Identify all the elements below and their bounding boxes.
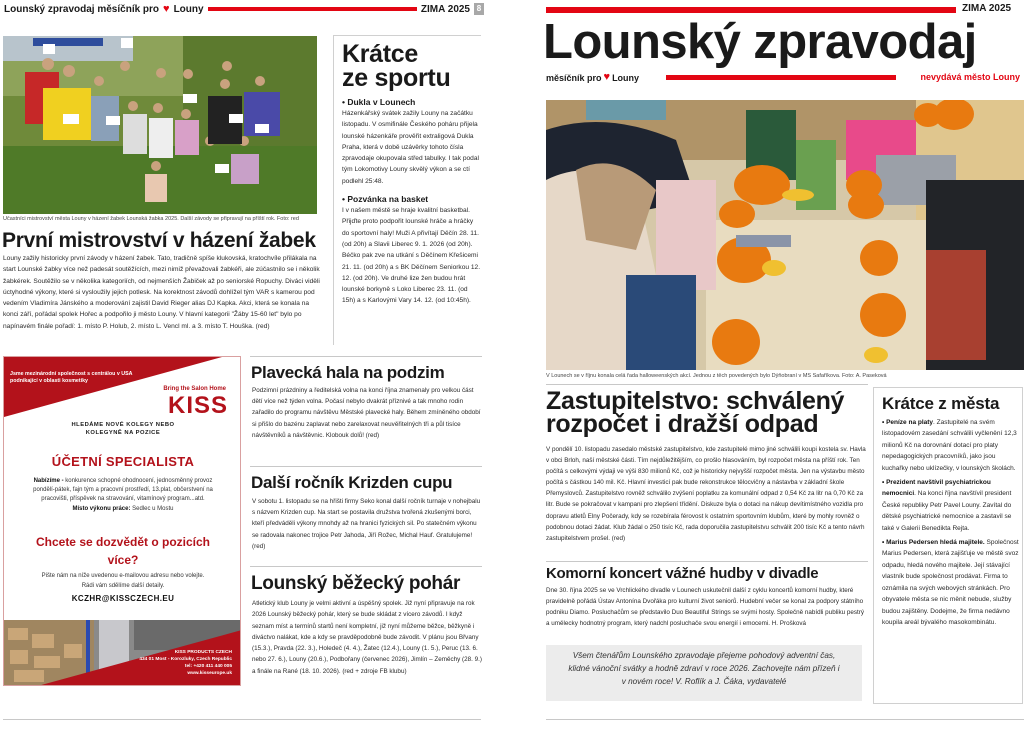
city-box-title: Krátce z města bbox=[882, 394, 1000, 413]
sport-item-text: Házenkářský svátek zažily Louny na začátku listopadu. V osmifinále Českého poháru přijela lounské házenkáře prověřit extraligová Dukla Praha, která v době uzávěrky tohoto čísla zpravodaje okupovala střed tabulky. I tak podal tým Lokomotivy Louny skvělý výkon a se ctí podlehl 25:48. bbox=[342, 110, 479, 185]
masthead-city: Louny bbox=[612, 72, 640, 83]
divider bbox=[546, 384, 868, 385]
running-header bbox=[4, 2, 484, 16]
city-item-text: . Zastupitelé na svém listopadovém zasedání schválili vyčlenění 12,3 milionů Kč na dorovnání dotací pro platy nepedagogických pracovníků, jako jsou kuchařky nebo uklízečky, v lounských školách. bbox=[882, 419, 1017, 472]
frog-article-body: Louny zažily historicky první závody v házení žabek. Tato, tradičně spíše klukovská, kratochvíle přilákala na start Lounské žabky více než padesát soutěžících, mezi nimiž převažovali žabkéři, ale zúčastnilo se i několik žabkérek. Soutěžilo se v několika kategoriích, od nejmenších Žabiček až po seniorské Ropuchy. Diváci viděli úctyhodné výkony, které si vysloužily jejich potlesk. Na korektnost závodů dohlížel tým VAR s kamerou pod vedením Vladimíra Jánského a moderování zajistil David Rieger alias DJ Kapka. Akci, která se konala na konci září, pořádal spolek Hořec a podpořilo ji město Louny. V hlavní kategorii "Žáby 15-60 let" bylo po napínavém finále pořadí: 1. místo P. Holub, 2. místo L. Vencl ml. a 3. místo T. Houška. (red) bbox=[3, 255, 320, 330]
ad-email-link[interactable]: KCZHR@KISSCZECH.EU bbox=[71, 594, 175, 603]
ad-contact-note bbox=[4, 571, 241, 591]
masthead-title: Lounský zpravodaj bbox=[543, 15, 977, 69]
city-news-box bbox=[873, 387, 1023, 704]
ad-place-text: Sedlec u Mostu bbox=[132, 505, 174, 512]
masthead-publisher-note: nevydává město Louny bbox=[920, 72, 1020, 82]
city-news-item bbox=[882, 477, 1022, 534]
heart-icon: ♥ bbox=[603, 71, 611, 83]
concert-article-body: Dne 30. října 2025 se ve Vrchlického divadle v Lounech uskutečnil další z cyklu koncertů komorní hudby, které pravidelně pořádá Ústav Antonína Dvořáka pro kulturní život seniorů. Hudební večer se konal za podpory státního podniku Diamo. Posluchačům se představilo Duo Beautiful Strings se svými hosty. Společně nabídli publiku pestrý a umělecky hodnotný program, který nadchl posluchače svou energií i emocemi. H. Prošková bbox=[546, 587, 865, 627]
halloween-photo-caption: V Lounech se v říjnu konala celá řada halloweenských akcí. Jednou z těch povedených bylo Dýňobraní v MŠ Šafaříkova. Foto: A. Paseková bbox=[546, 373, 887, 379]
ad-offer-text: konkurence schopné ohodnocení, jednosměnný provoz pondělí-pátek, fajn tým a pracovní prostředí, 13.plat, občerstvení na pracovišti, příspěvek na stravování, vitamínový program...atd. bbox=[33, 478, 213, 503]
ad-company-info bbox=[139, 649, 232, 677]
holiday-greeting-text: Všem čtenářům Lounského zpravodaje přejeme pohodový adventní čas, klidné vánoční svátky a hodně zdraví v roce 2026. Zachovejte nám přízeň i v novém roce! V. Roflík a J. Čáka, vydavatelé bbox=[568, 651, 840, 686]
sport-box-title-line2: ze sportu bbox=[342, 64, 451, 92]
pool-article-title: Plavecká hala na podzim bbox=[251, 363, 445, 382]
heart-icon: ♥ bbox=[163, 2, 170, 15]
sport-item-title: • Pozvánka na basket bbox=[342, 194, 429, 205]
kiss-job-advertisement bbox=[3, 356, 241, 686]
ad-company-address: 434 01 Most - Korozluky, Czech Republic bbox=[139, 657, 232, 662]
sport-news-box bbox=[333, 35, 481, 345]
ad-company-phone: tel: +420 411 440 005 bbox=[184, 664, 232, 669]
city-news-item bbox=[882, 537, 1022, 628]
masthead-season: ZIMA 2025 bbox=[962, 3, 1012, 14]
ad-contact-line1: Pište nám na níže uvedenou e-mailovou adresu nebo volejte. bbox=[41, 573, 205, 579]
masthead-subtitle bbox=[546, 72, 639, 83]
ad-hiring-heading: HLEDÁME NOVÉ KOLEGY NEBO KOLEGYNĚ NA POZICE bbox=[71, 422, 175, 436]
ad-offer-label: Nabízíme - bbox=[33, 478, 64, 484]
concert-article-title: Komorní koncert vážné hudby v divadle bbox=[546, 565, 819, 582]
masthead-subtitle-text: měsíčník pro bbox=[546, 72, 602, 83]
city-item-title: • Prezident navštívil psychiatrickou nemocnici bbox=[882, 479, 991, 498]
ad-tagline: Bring the Salon Home bbox=[163, 386, 226, 392]
ad-question: Chcete se dozvědět o pozicích více? bbox=[35, 535, 211, 567]
sport-item-text: I v našem městě se hraje kvalitní basketbal. Přijďte proto podpořit lounské hráče a hráčky do sportovní haly! Muži A přivítají Děčín 28. 11. (od 20h) a Slavii Liberec 9. 1. 2026 (od 20h). Béčko pak zve na utkání s Děčínem Křešicemi 21. 11. (od 20h) a s BK Děčínem Seniorkou 12. 12. (od 20h). Ve druhé lize žen budou hrát lounské borkyně s Loko Liberec 23. 11. (od 15h) a s Karlovými Vary 14. 12. (od 10:45h). bbox=[342, 207, 481, 305]
masthead-red-bar-top bbox=[546, 7, 956, 13]
council-article-body: V pondělí 10. listopadu zasedalo městské zastupitelstvo, kde zastupitelé mimo jiné schválili koupi kostela sv. Havla v obci Brloh, naší městské části. Tím nejdůležitějším, co prošlo hlasováním, byl rozpočet města na příští rok. Ten počítá s celkovými výdaji ve výši 830 milionů Kč, což je historicky nejvyšší rozpočet města. Jen na výstavbu město počítá s částkou 140 mil. Kč. Hlavní investicí pak bude rekonstrukce tělocvičny a nástavba v základní škole Přemyslovců. Zastupitelstvo rovněž schválilo zvýšení poplatku za komunální odpad z 0,54 Kč za litr na 0,70 Kč za litr. Bude se pokračovat v kampani pro zlepšení třídění. Diskuze byla o dotaci na nákup devítimístného vozidla pro dopravu atletů Elny Počerady, kdy se rozebírala férovost k ostatním sportovním klubům, které by mohly rovněž o podobnou dotaci žádat. Klub žádal o 250 tisíc Kč, rada doporučila zastupitelstvu schválit 200 tisíc Kč a tento návrh zastupitelstvem prošel. (red) bbox=[546, 446, 866, 542]
ad-place-label: Místo výkonu práce: bbox=[72, 505, 131, 512]
ad-offer bbox=[4, 477, 241, 514]
footer-divider bbox=[546, 719, 1024, 720]
running-cup-title: Lounský běžecký pohár bbox=[251, 573, 461, 594]
header-red-bar bbox=[208, 7, 417, 11]
divider bbox=[250, 466, 482, 467]
ad-company-web[interactable]: www.kisseurope.uk bbox=[187, 671, 232, 676]
city-item-text: Společnost Marius Pedersen, která zajišťuje ve městě svoz odpadu, hledá nového majitele. Její stávající vlastník bude společnost prodávat. Firma to oznámila na svých webových stránkách. Pro obyvatele města se nic měnit nebude, služby budou zajištěny. Dodejme, že firma nedávno koupila areál bývalého masokombinátu. bbox=[882, 539, 1019, 626]
city-item-title: • Marius Pedersen hledá majitele. bbox=[882, 539, 985, 547]
krizden-article-body: V sobotu 1. listopadu se na hřišti firmy Seko konal další ročník turnaje v nohejbalu s názvem Krizden cup. Na start se postavila družstva tvořená zkušenými borci, kteří předváděli výkony mnohdy až na hranici fyzických sil. Po statečném výkonu se radovala nakonec trojice Petr Jahoda, Jiří Rožec, Michal Hauf. Gratulujeme! (red) bbox=[252, 498, 481, 550]
ad-position-title: ÚČETNÍ SPECIALISTA bbox=[51, 454, 195, 469]
frog-article-title: První mistrovství v házení žabek bbox=[2, 229, 316, 252]
council-title-line2: rozpočet i dražší odpad bbox=[546, 410, 819, 438]
krizden-article-title: Další ročník Krizden cupu bbox=[251, 473, 453, 492]
frog-photo-caption: Účastníci mistrovství města Louny v házení žabek Lounská žabka 2025. Další závody se připravují na příští rok. Foto: red bbox=[3, 216, 299, 222]
halloween-pumpkin-photo bbox=[546, 100, 1024, 370]
page-number: 8 bbox=[474, 3, 484, 15]
holiday-greeting-box bbox=[546, 645, 862, 701]
city-item-text: . Na konci října navštívil president České republiky Petr Pavel Louny. Zavítal do dětské psychiatrické nemocnice a zastavil se také v Galerii Benedikta Rejta. bbox=[882, 490, 1012, 532]
divider bbox=[546, 561, 868, 562]
sport-box-title-line1: Krátce bbox=[342, 40, 419, 68]
kiss-logo: KISS bbox=[167, 392, 228, 419]
running-header-city: Louny bbox=[173, 3, 204, 15]
ad-company-intro: Jsme mezinárodní společnost s centrálou v USA podnikající v oblasti kosmetiky bbox=[10, 371, 133, 384]
sport-item-title: • Dukla v Lounech bbox=[342, 97, 416, 107]
running-cup-body: Atletický klub Louny je velmi aktivní a úspěšný spolek. Již nyní připravuje na rok 2026 Lounský běžecký pohár, který se bude skládat z vícero závodů. I když seznam míst a termínů startů není kompletní, již nyní můžeme běžce, běžkyně i diváctvo nalákat, kde a kdy se pravděpodobně bude závodit. V plánu jsou Břvany (15.3.), Pravda (22. 3.), Holedeč (4. 4.), Žatec (12.4.), Louny (1. 5.), Peruc (13. 6. nebo 27. 6.), Louny (20.6.), Podbořany (červenec 2026), Jimlín – Zeměchy (28. 9.) a finále na Rané (18. 10. 2026). (red + zdroje FB klubu) bbox=[252, 600, 482, 675]
council-article-title bbox=[546, 387, 845, 438]
divider bbox=[250, 356, 482, 357]
ad-contact-line2: Rádi vám sdělíme další detaily. bbox=[81, 583, 165, 589]
council-title-line1: Zastupitelstvo: schválený bbox=[546, 387, 845, 415]
city-item-title: • Peníze na platy bbox=[882, 419, 934, 426]
running-header-season: ZIMA 2025 bbox=[420, 3, 470, 15]
footer-divider bbox=[3, 719, 481, 720]
ad-company-name: KISS PRODUCTS CZECH bbox=[174, 650, 232, 655]
running-header-title: Lounský zpravodaj měsíčník pro bbox=[4, 3, 160, 15]
pool-article-body: Podzimní prázdniny a ředitelská volna na konci října znamenaly pro velkou část dětí více než týden volna. Počasí nebylo dvakrát příznivé a tak mnoho rodin zařadilo do programu návštěvu Městské plavecké haly. Během zmíněného období si přišlo do bazénu zaplavat nebo zarelaxovat neuvěřitelných tři a půl tisíce návštěvníků a návštěvnic. Klobouk dolů! (red) bbox=[252, 387, 481, 439]
city-news-item bbox=[882, 417, 1022, 474]
masthead-red-bar-middle bbox=[666, 75, 896, 80]
page-gutter bbox=[520, 0, 540, 730]
divider bbox=[250, 566, 482, 567]
frog-contest-photo bbox=[3, 36, 317, 214]
